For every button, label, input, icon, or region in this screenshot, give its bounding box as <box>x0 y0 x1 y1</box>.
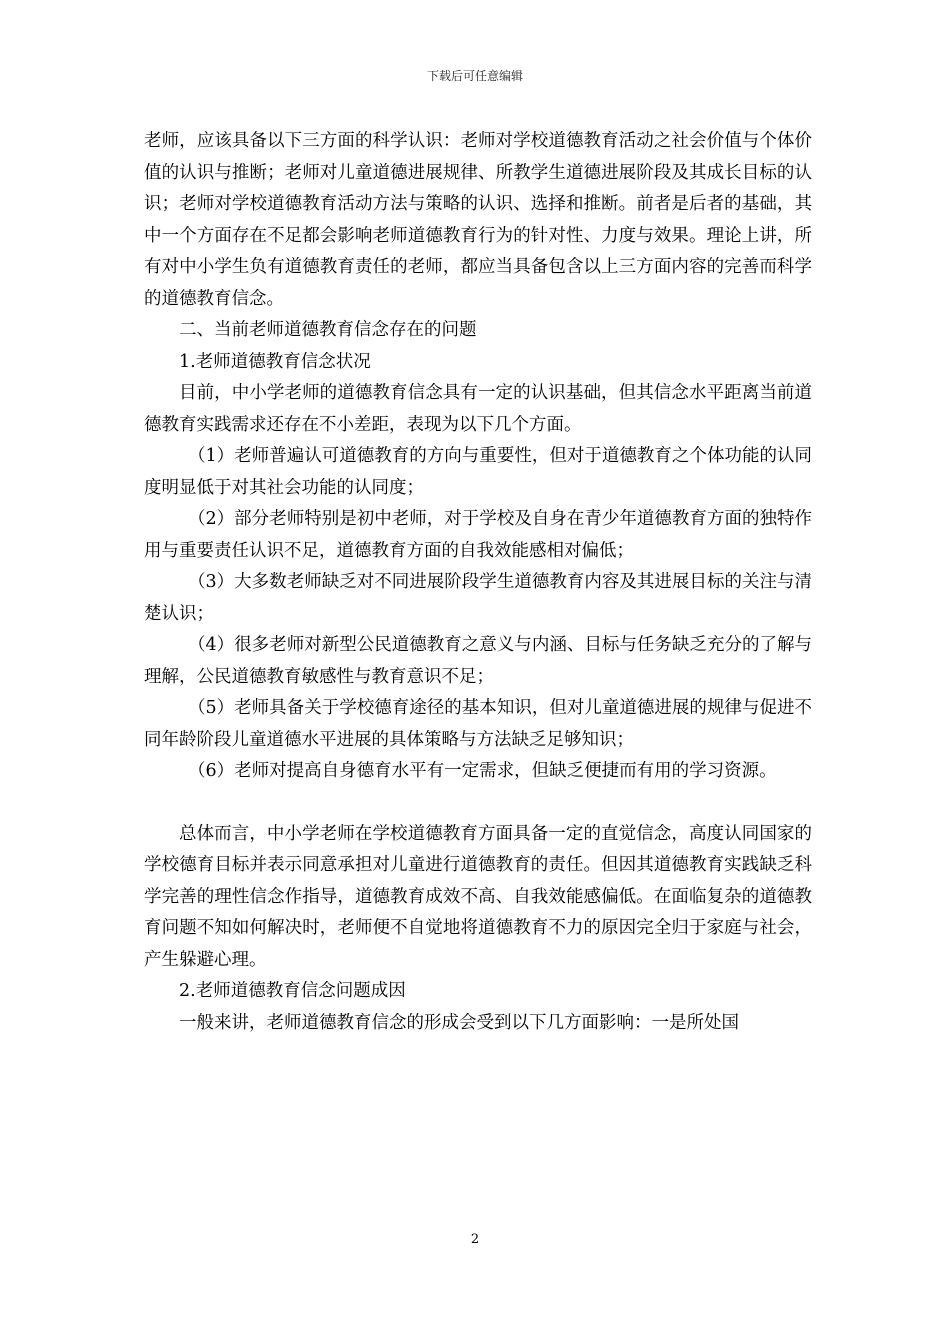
document-body <box>144 126 812 1039</box>
paragraph-status: 目前，中小学老师的道德教育信念具有一定的认识基础，但其信念水平距离当前道德教育实践需求还存在不小差距，表现为以下几个方面。 <box>144 383 812 435</box>
paragraph-intro: 老师，应该具备以下三方面的科学认识：老师对学校道德教育活动之社会价值与个体价值的认识与推断；老师对儿童道德进展规律、所教学生道德进展阶段及其成长目标的认识；老师对学校道德教育活动方法与策略的认识、选择和推断。前者是后者的基础，其中一个方面存在不足都会影响老师道德教育行为的针对性、力度与效果。理论上讲，所有对中小学生负有道德教育责任的老师，都应当具备包含以上三方面内容的完善而科学的道德教育信念。 <box>144 131 812 309</box>
list-item-3: （3）大多数老师缺乏对不同进展阶段学生道德教育内容及其进展目标的关注与清楚认识； <box>144 572 812 624</box>
section-heading: 二、当前老师道德教育信念存在的问题 <box>179 320 477 340</box>
paragraph-causes: 一般来讲，老师道德教育信念的形成会受到以下几方面影响：一是所处国 <box>179 1012 739 1033</box>
list-item-6: （6）老师对提高自身德育水平有一定需求，但缺乏便捷而有用的学习资源。 <box>188 761 777 781</box>
paragraph-summary: 总体而言，中小学老师在学校道德教育方面具备一定的直觉信念，高度认同国家的学校德育目标并表示同意承担对儿童进行道德教育的责任。但因其道德教育实践缺乏科学完善的理性信念作指导，道德教育成效不高、自我效能感偏低。在面临复杂的道德教育问题不知如何解决时，老师便不自觉地将道德教育不力的原因完全归于家庭与社会，产生躲避心理。 <box>144 823 812 970</box>
page-number: 2 <box>470 1232 480 1247</box>
list-item-2: （2）部分老师特别是初中老师，对于学校及自身在青少年道德教育方面的独特作用与重要责任认识不足，道德教育方面的自我效能感相对偏低； <box>144 509 812 561</box>
subsection-heading-2: 2.老师道德教育信念问题成因 <box>179 981 406 1001</box>
page-header: 下载后可任意编辑 <box>426 69 523 83</box>
paragraph-gap <box>144 788 812 819</box>
list-item-4: （4）很多老师对新型公民道德教育之意义与内涵、目标与任务缺乏充分的了解与理解，公民道德教育敏感性与教育意识不足； <box>144 635 812 687</box>
subsection-heading-1: 1.老师道德教育信念状况 <box>179 351 371 372</box>
list-item-5: （5）老师具备关于学校德育途径的基本知识，但对儿童道德进展的规律与促进不同年龄阶段儿童道德水平进展的具体策略与方法缺乏足够知识； <box>144 698 812 750</box>
list-item-1: （1）老师普遍认可道德教育的方向与重要性，但对于道德教育之个体功能的认同度明显低于对其社会功能的认同度； <box>144 446 812 498</box>
